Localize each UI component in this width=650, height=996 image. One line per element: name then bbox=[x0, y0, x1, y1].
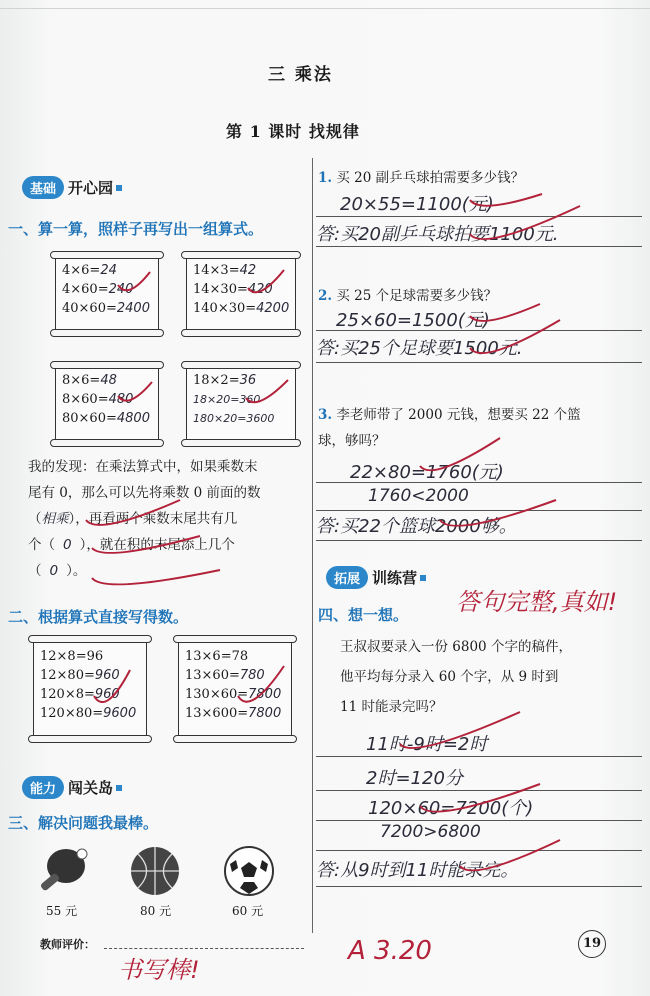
scroll-q2-2: 13×6=78 13×60=780 130×60=7800 13×600=7800 bbox=[178, 640, 292, 738]
q4-work2: 2时=120分 bbox=[366, 768, 463, 789]
unit-title: 三 乘法 bbox=[268, 65, 333, 85]
grade: A 3.20 bbox=[348, 936, 432, 966]
section-basic-pill: 基础 bbox=[22, 176, 64, 199]
scroll-q2-1: 12×8=96 12×80=960 120×8=960 120×80=9600 bbox=[33, 640, 147, 738]
p2-question: 2. 买 25 个足球需要多少钱？ bbox=[318, 288, 498, 304]
teacher-label: 教师评价： bbox=[40, 938, 95, 951]
price-basketball: 80 元 bbox=[140, 904, 172, 918]
scroll-q1-4: 18×2=36 18×20=360 180×20=3600 bbox=[186, 366, 296, 442]
section-basic bbox=[22, 176, 122, 199]
teacher-comment: 书写棒! bbox=[118, 956, 200, 984]
p3-question: 3. 李老师带了 2000 元钱，想要买 22 个篮 球，够吗？ bbox=[318, 407, 581, 449]
scroll-q1-3: 8×6=48 8×60=480 80×60=4800 bbox=[55, 366, 159, 442]
answer: 240 bbox=[108, 282, 134, 297]
scroll-q1-1: 4×6=24 4×60=240 40×60=2400 bbox=[55, 256, 159, 332]
fill-blank-2: 0 bbox=[63, 537, 72, 553]
p3-work2: 1760<2000 bbox=[368, 486, 469, 506]
p1-work: 20×55=1100(元) bbox=[340, 194, 494, 215]
section-ability: 能力 闯关岛 bbox=[22, 776, 122, 799]
q4-work1: 11时-9时=2时 bbox=[366, 734, 488, 755]
square-icon bbox=[420, 575, 426, 581]
square-icon bbox=[116, 185, 122, 191]
q3-heading: 三、解决问题我最棒。 bbox=[8, 815, 159, 832]
teacher-line bbox=[104, 948, 304, 949]
q4-work4: 7200>6800 bbox=[380, 822, 481, 842]
p1-answer: 答:买20副乒乓球拍要1100元. bbox=[316, 224, 559, 245]
page-number: 19 bbox=[578, 930, 606, 958]
lesson-title: 第 1 课时 找规律 bbox=[226, 122, 360, 141]
p3-work1: 22×80=1760(元) bbox=[350, 462, 504, 483]
answer: 24 bbox=[100, 263, 117, 278]
square-icon bbox=[116, 785, 122, 791]
paddle-icon bbox=[36, 844, 92, 900]
p2-answer: 答:买25个足球要1500元. bbox=[316, 338, 523, 359]
p1-question: 1. 买 20 副乒乓球拍需要多少钱？ bbox=[318, 170, 525, 186]
price-paddle: 55 元 bbox=[46, 904, 78, 918]
q4-work3: 120×60=7200(个) bbox=[368, 798, 534, 819]
soccer-ball-icon bbox=[222, 844, 276, 898]
praise-note: 答句完整,真如! bbox=[456, 588, 618, 616]
q4-answer: 答:从9时到11时能录完。 bbox=[316, 860, 519, 881]
section-basic-name: 开心园 bbox=[68, 180, 114, 197]
fill-blank-3: 0 bbox=[49, 563, 59, 579]
q2-heading: 二、根据算式直接写得数。 bbox=[8, 609, 189, 626]
basketball-icon bbox=[128, 844, 182, 898]
p3-answer: 答:买22个篮球2000够。 bbox=[316, 516, 517, 537]
price-soccer: 60 元 bbox=[232, 904, 264, 918]
section-ext: 拓展 训练营 bbox=[326, 566, 426, 589]
q4-text: 王叔叔要录入一份 6800 个字的稿件， 他平均每分录入 60 个字，从 9 时到 11 时能录完吗？ bbox=[340, 639, 572, 715]
p2-work: 25×60=1500(元) bbox=[336, 310, 490, 331]
q4-heading: 四、想一想。 bbox=[318, 607, 409, 624]
answer: 2400 bbox=[116, 301, 150, 316]
scroll-q1-2: 14×3=42 14×30=420 140×30=4200 bbox=[186, 256, 296, 332]
page-top-edge bbox=[0, 0, 650, 9]
fill-blank-1: 相乘 bbox=[41, 511, 69, 527]
column-divider bbox=[312, 158, 313, 933]
discovery-paragraph: 我的发现：在乘法算式中，如果乘数末 尾有 0，那么可以先将乘数 0 前面的数 （相乘），再看两个乘数末尾共有几 个（ 0 ），就在积的末尾添上几个 （ 0 ）。 bbox=[28, 459, 261, 579]
q1-heading: 一、算一算，照样子再写出一组算式。 bbox=[8, 221, 264, 238]
